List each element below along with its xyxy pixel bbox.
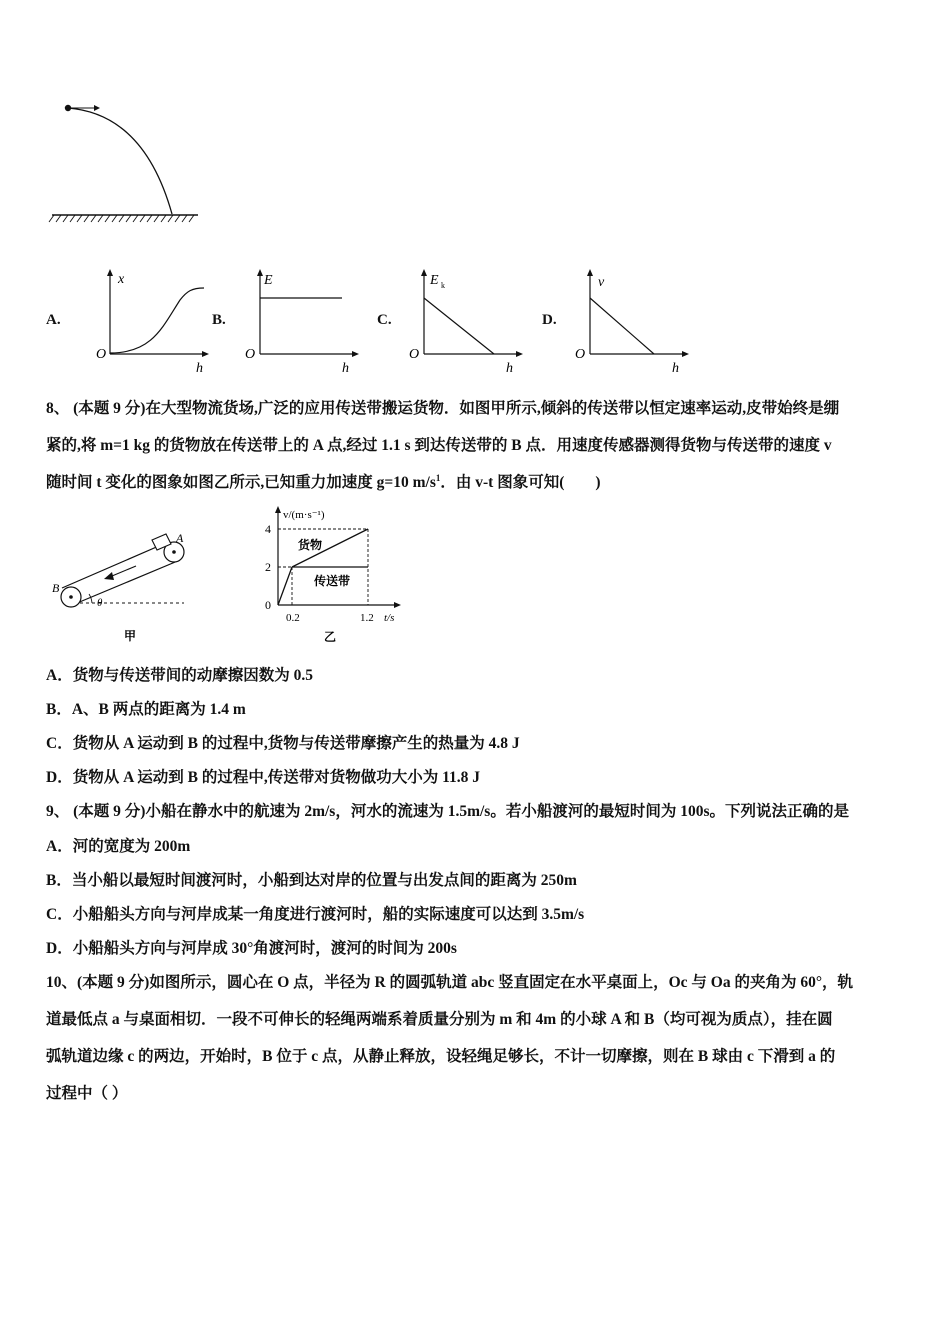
vt-label-cargo: 货物 (298, 538, 323, 552)
graph-d-xlabel: h (672, 361, 679, 376)
vt-xlabel: t/s (384, 612, 395, 624)
q8-option-d: D．货物从 A 运动到 B 的过程中,传送带对货物做功大小为 11.8 J (46, 769, 481, 786)
q9-option-a: A．河的宽度为 200m (46, 838, 191, 855)
graph-c (408, 266, 528, 376)
option-label-a: A. (46, 312, 61, 328)
vt-label-belt: 传送带 (314, 574, 351, 588)
q8-option-a: A．货物与传送带间的动摩擦因数为 0.5 (46, 667, 313, 684)
graph-a-ylabel: x (118, 272, 125, 287)
graph-a-origin: O (96, 347, 107, 362)
vt-tick-4: 4 (265, 522, 271, 536)
projectile-figure (44, 92, 204, 232)
q8-stem-line3: 随时间 t 变化的图象如图乙所示,已知重力加速度 g=10 $m/s^1$．由 v-t 图象可知( ) (46, 472, 601, 491)
vt-tick-0: 0 (265, 598, 271, 612)
vt-tick-2: 2 (265, 560, 271, 574)
q10-stem-line2: 道最低点 a 与桌面相切．一段不可伸长的轻绳两端系着质量分别为 m 和 4m 的小球 A 和 B（均可视为质点），挂在圆 (46, 1011, 833, 1028)
q8-option-b: B．A、B 两点的距离为 1.4 m (46, 701, 246, 718)
q9-option-b: B．当小船以最短时间渡河时，小船到达对岸的位置与出发点间的距离为 250m (46, 872, 577, 889)
q10-stem-line1: 10、(本题 9 分)如图所示，圆心在 O 点，半径为 R 的圆弧轨道 abc 竖直固定在水平桌面上，Oc 与 Oa 的夹角为 60°，轨 (46, 974, 854, 991)
q10-stem-line4: 过程中（ ） (46, 1085, 128, 1102)
graph-a-xlabel: h (196, 361, 203, 376)
graph-c-ylabel: E (430, 273, 439, 288)
vt-tick-12: 1.2 (360, 612, 374, 624)
q9-option-c: C．小船船头方向与河岸成某一角度进行渡河时，船的实际速度可以达到 3.5m/s (46, 906, 585, 923)
graph-c-origin: O (409, 347, 420, 362)
conveyor-label-a: A (176, 531, 184, 545)
vt-caption: 乙 (324, 630, 337, 644)
q10-stem-line3: 弧轨道边缘 c 的两边，开始时，B 位于 c 点，从静止释放，设轻绳足够长，不计一切摩擦，则在 B 球由 c 下滑到 a 的 (46, 1048, 836, 1065)
q9-stem: 9、 (本题 9 分)小船在静水中的航速为 2m/s，河水的流速为 1.5m/s。若小船渡河的最短时间为 100s。下列说法正确的是 (46, 803, 849, 820)
graph-c-xlabel: h (506, 361, 513, 376)
vt-graph (256, 505, 416, 645)
graph-b-ylabel: E (264, 273, 273, 288)
q9-option-d: D．小船船头方向与河岸成 30°角渡河时，渡河的时间为 200s (46, 940, 457, 957)
conveyor-angle: θ (97, 597, 103, 609)
graph-d (574, 266, 694, 376)
graph-d-origin: O (575, 347, 586, 362)
graph-a (92, 266, 212, 376)
option-label-d: D. (542, 312, 557, 328)
conveyor-label-b: B (52, 581, 60, 595)
graph-d-ylabel: v (598, 275, 605, 290)
vt-ylabel: v/(m·s⁻¹) (283, 509, 325, 521)
option-label-c: C. (377, 312, 392, 328)
q8-stem-line2: 紧的,将 m=1 kg 的货物放在传送带上的 A 点,经过 1.1 s 到达传送带的 B 点．用速度传感器测得货物与传送带的速度 v (46, 437, 832, 454)
graph-c-ylabel-sub: k (441, 281, 445, 290)
vt-tick-02: 0.2 (286, 612, 300, 624)
option-label-b: B. (212, 312, 226, 328)
conveyor-caption: 甲 (124, 629, 137, 643)
q8-stem-line1: 8、 (本题 9 分)在大型物流货场,广泛的应用传送带搬运货物．如图甲所示,倾斜的传送带以恒定速率运动,皮带始终是绷 (46, 400, 840, 417)
conveyor-figure (44, 522, 204, 646)
q8-option-c: C．货物从 A 运动到 B 的过程中,货物与传送带摩擦产生的热量为 4.8 J (46, 735, 520, 752)
graph-b (244, 266, 364, 376)
graph-b-xlabel: h (342, 361, 349, 376)
graph-b-origin: O (245, 347, 256, 362)
